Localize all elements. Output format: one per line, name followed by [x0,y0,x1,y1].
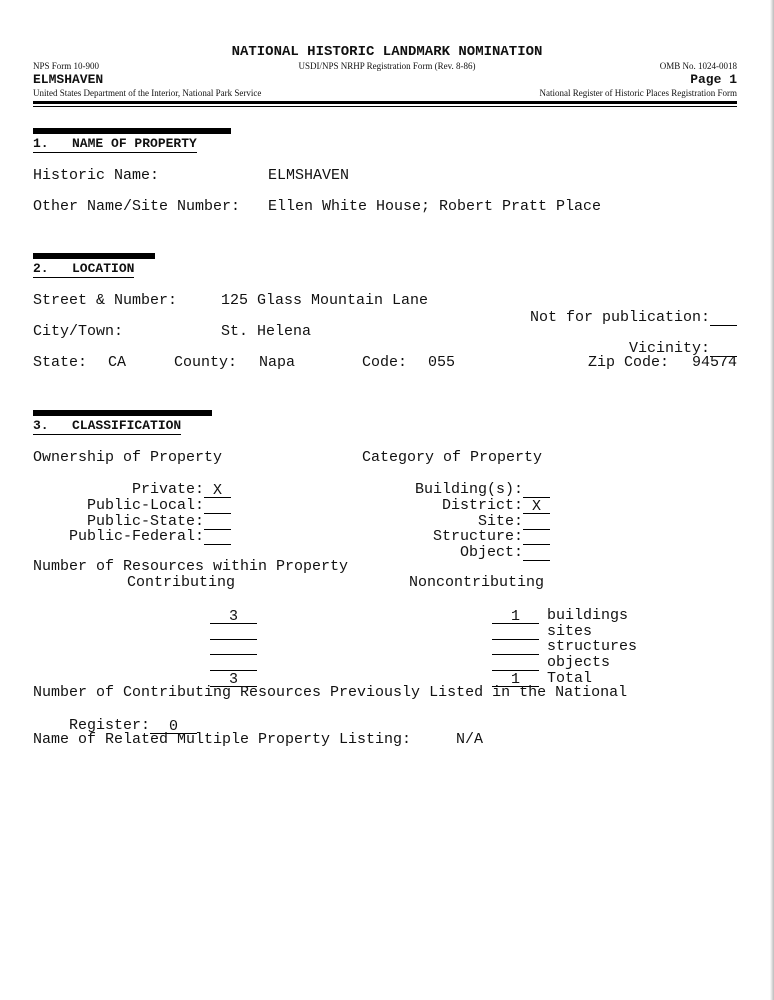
ownership-public-federal [33,511,231,562]
ownership-private-value: X [212,482,222,499]
zip-value: 94574 [691,354,737,371]
ownership-public-state-label: Public-State: [86,513,204,530]
section-2-bar [33,253,155,259]
property-name-header: ELMSHAVEN [33,72,104,87]
ownership-private-label: Private: [131,481,204,498]
form-title: NATIONAL HISTORIC LANDMARK NOMINATION [231,44,543,60]
other-name-value: Ellen White House; Robert Pratt Place [268,198,602,215]
resource-label-objects: objects [546,654,610,671]
state-label: State: [33,354,88,371]
county-value: Napa [259,354,296,371]
street-label: Street & Number: [33,292,178,309]
header-rule-thick [33,101,737,104]
page-number: Page 1 [690,72,737,87]
contributing-buildings-value: 3 [229,608,239,625]
previously-listed-label: Number of Contributing Resources Previously Listed in the National [33,684,628,701]
resource-label-structures: structures [546,638,637,655]
register-label: Register: [69,717,151,734]
code-value: 055 [428,354,456,371]
section-3-bar [33,410,212,416]
historic-name-label: Historic Name: [33,167,160,184]
zip-label: Zip Code: [588,354,670,371]
page-edge-shadow [770,0,774,1000]
section-1-bar [33,128,231,134]
noncontributing-total-value: 1 [511,671,521,688]
category-district-label: District: [441,497,523,514]
noncontributing-buildings-value: 1 [511,608,521,625]
resource-label-buildings: buildings [546,607,628,624]
related-listing-value: N/A [456,731,484,748]
form-name: USDI/NPS NRHP Registration Form (Rev. 8-86) [298,61,476,71]
vicinity-label: Vicinity: [628,340,710,357]
city-label: City/Town: [33,323,124,340]
register-form-name: National Register of Historic Places Registration Form [539,88,737,98]
register-value: 0 [169,718,179,735]
category-object [424,527,550,578]
ownership-heading: Ownership of Property [33,449,223,466]
omb-number: OMB No. 1024-0018 [659,61,737,71]
ownership-public-federal-label: Public-Federal: [68,528,204,545]
category-structure-label: Structure: [432,528,523,545]
other-name-label: Other Name/Site Number: [33,198,241,215]
category-object-label: Object: [459,544,523,561]
street-value: 125 Glass Mountain Lane [221,292,429,309]
category-buildings-label: Building(s): [414,481,523,498]
county-label: County: [174,354,238,371]
state-value: CA [108,354,127,371]
related-listing-label: Name of Related Multiple Property Listing: [33,731,412,748]
resource-label-total: Total [546,670,592,687]
code-label: Code: [362,354,408,371]
form-number: NPS Form 10-900 [33,61,100,71]
category-district-value: X [531,498,541,515]
ownership-public-local-label: Public-Local: [86,497,204,514]
category-object-blank [523,546,550,561]
category-site-label: Site: [477,513,523,530]
city-value: St. Helena [221,323,312,340]
section-1-heading: 1. NAME OF PROPERTY [33,136,197,151]
not-for-publication-label: Not for publication: [529,309,710,326]
section-2-heading: 2. LOCATION [33,261,135,276]
historic-name-value: ELMSHAVEN [268,167,350,184]
resource-label-sites: sites [546,623,592,640]
resources-heading: Number of Resources within Property [33,558,349,575]
contributing-total-value: 3 [229,671,239,688]
noncontributing-heading: Noncontributing [409,574,545,591]
contributing-heading: Contributing [127,574,236,591]
agency-name: United States Department of the Interior, National Park Service [33,88,262,98]
category-heading: Category of Property [362,449,543,466]
header-rule-thin [33,106,737,107]
section-3-heading: 3. CLASSIFICATION [33,418,182,433]
ownership-public-federal-blank [204,530,231,545]
